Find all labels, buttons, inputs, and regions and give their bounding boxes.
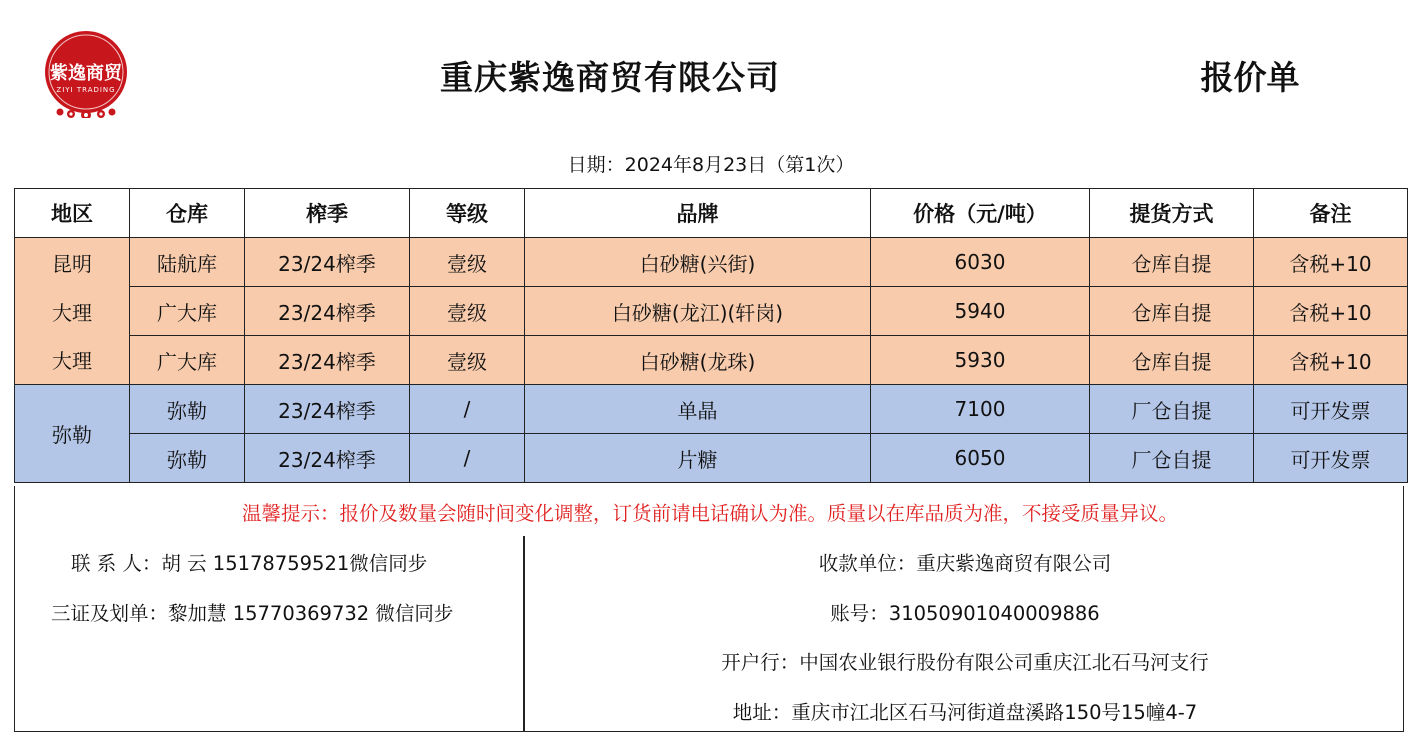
cell-season: 23/24榨季 bbox=[245, 336, 410, 385]
header-region: 地区 bbox=[15, 189, 130, 238]
cell-grade: / bbox=[410, 434, 525, 483]
cell-brand: 单晶 bbox=[525, 385, 871, 434]
cell-note: 含税+10 bbox=[1254, 287, 1408, 336]
payee-name: 收款单位：重庆紫逸商贸有限公司 bbox=[818, 552, 1112, 575]
company-name-title: 重庆紫逸商贸有限公司 bbox=[440, 58, 780, 97]
quote-date: 日期：2024年8月23日（第1次） bbox=[567, 154, 855, 176]
cell-note: 含税+10 bbox=[1254, 336, 1408, 385]
cell-pickup: 仓库自提 bbox=[1090, 287, 1254, 336]
table-row bbox=[15, 434, 1408, 483]
table-row bbox=[15, 385, 1408, 434]
company-logo bbox=[30, 30, 142, 118]
cell-season: 23/24榨季 bbox=[245, 287, 410, 336]
company-address: 地址：重庆市江北区石马河街道盘溪路150号15幢4-7 bbox=[732, 701, 1198, 724]
cell-grade: 壹级 bbox=[410, 336, 525, 385]
cell-region: 大理 bbox=[15, 287, 130, 336]
cell-note: 含税+10 bbox=[1254, 238, 1408, 287]
cell-brand: 白砂糖(兴街) bbox=[525, 238, 871, 287]
cell-grade: 壹级 bbox=[410, 238, 525, 287]
cell-price: 6030 bbox=[871, 238, 1090, 287]
cell-season: 23/24榨季 bbox=[245, 434, 410, 483]
logo-text: 紫逸商贸 bbox=[50, 63, 122, 84]
price-quote-table bbox=[14, 188, 1408, 483]
cell-season: 23/24榨季 bbox=[245, 238, 410, 287]
cell-warehouse: 陆航库 bbox=[130, 238, 245, 287]
cell-price: 7100 bbox=[871, 385, 1090, 434]
warm-notice: 温馨提示：报价及数量会随时间变化调整，订货前请电话确认为准。质量以在库品质为准，不接受质量异议。 bbox=[241, 502, 1178, 525]
cell-warehouse: 广大库 bbox=[130, 287, 245, 336]
cell-brand: 白砂糖(龙江)(轩岗) bbox=[525, 287, 871, 336]
bank-account: 账号：31050901040009886 bbox=[830, 602, 1100, 625]
cell-region-merged: 弥勒 bbox=[15, 385, 130, 483]
header-season: 榨季 bbox=[245, 189, 410, 238]
cell-pickup: 厂仓自提 bbox=[1090, 385, 1254, 434]
header-brand: 品牌 bbox=[525, 189, 871, 238]
cell-brand: 白砂糖(龙珠) bbox=[525, 336, 871, 385]
logo-subtext: ZIYI TRADING bbox=[56, 86, 116, 94]
cell-price: 5940 bbox=[871, 287, 1090, 336]
cell-pickup: 仓库自提 bbox=[1090, 238, 1254, 287]
cell-brand: 片糖 bbox=[525, 434, 871, 483]
cell-grade: / bbox=[410, 385, 525, 434]
header-grade: 等级 bbox=[410, 189, 525, 238]
cell-note: 可开发票 bbox=[1254, 385, 1408, 434]
header-pickup: 提货方式 bbox=[1090, 189, 1254, 238]
cell-warehouse: 弥勒 bbox=[130, 385, 245, 434]
table-row bbox=[15, 336, 1408, 385]
header-price: 价格（元/吨） bbox=[871, 189, 1090, 238]
bank-branch: 开户行：中国农业银行股份有限公司重庆江北石马河支行 bbox=[721, 651, 1209, 674]
contact-person: 联 系 人：胡 云 15178759521微信同步 bbox=[71, 552, 428, 575]
header-note: 备注 bbox=[1254, 189, 1408, 238]
header-warehouse: 仓库 bbox=[130, 189, 245, 238]
cell-note: 可开发票 bbox=[1254, 434, 1408, 483]
table-row bbox=[15, 287, 1408, 336]
cell-region: 大理 bbox=[15, 336, 130, 385]
cell-season: 23/24榨季 bbox=[245, 385, 410, 434]
documents-contact: 三证及划单：黎加慧 15770369732 微信同步 bbox=[51, 602, 454, 625]
table-header-row bbox=[15, 189, 1408, 238]
cell-pickup: 仓库自提 bbox=[1090, 336, 1254, 385]
cell-warehouse: 弥勒 bbox=[130, 434, 245, 483]
table-row bbox=[15, 238, 1408, 287]
footer-panel bbox=[14, 486, 1404, 732]
cell-price: 6050 bbox=[871, 434, 1090, 483]
document-type-title: 报价单 bbox=[1200, 58, 1300, 97]
cell-price: 5930 bbox=[871, 336, 1090, 385]
cell-region: 昆明 bbox=[15, 238, 130, 287]
cell-pickup: 厂仓自提 bbox=[1090, 434, 1254, 483]
cell-warehouse: 广大库 bbox=[130, 336, 245, 385]
cell-grade: 壹级 bbox=[410, 287, 525, 336]
